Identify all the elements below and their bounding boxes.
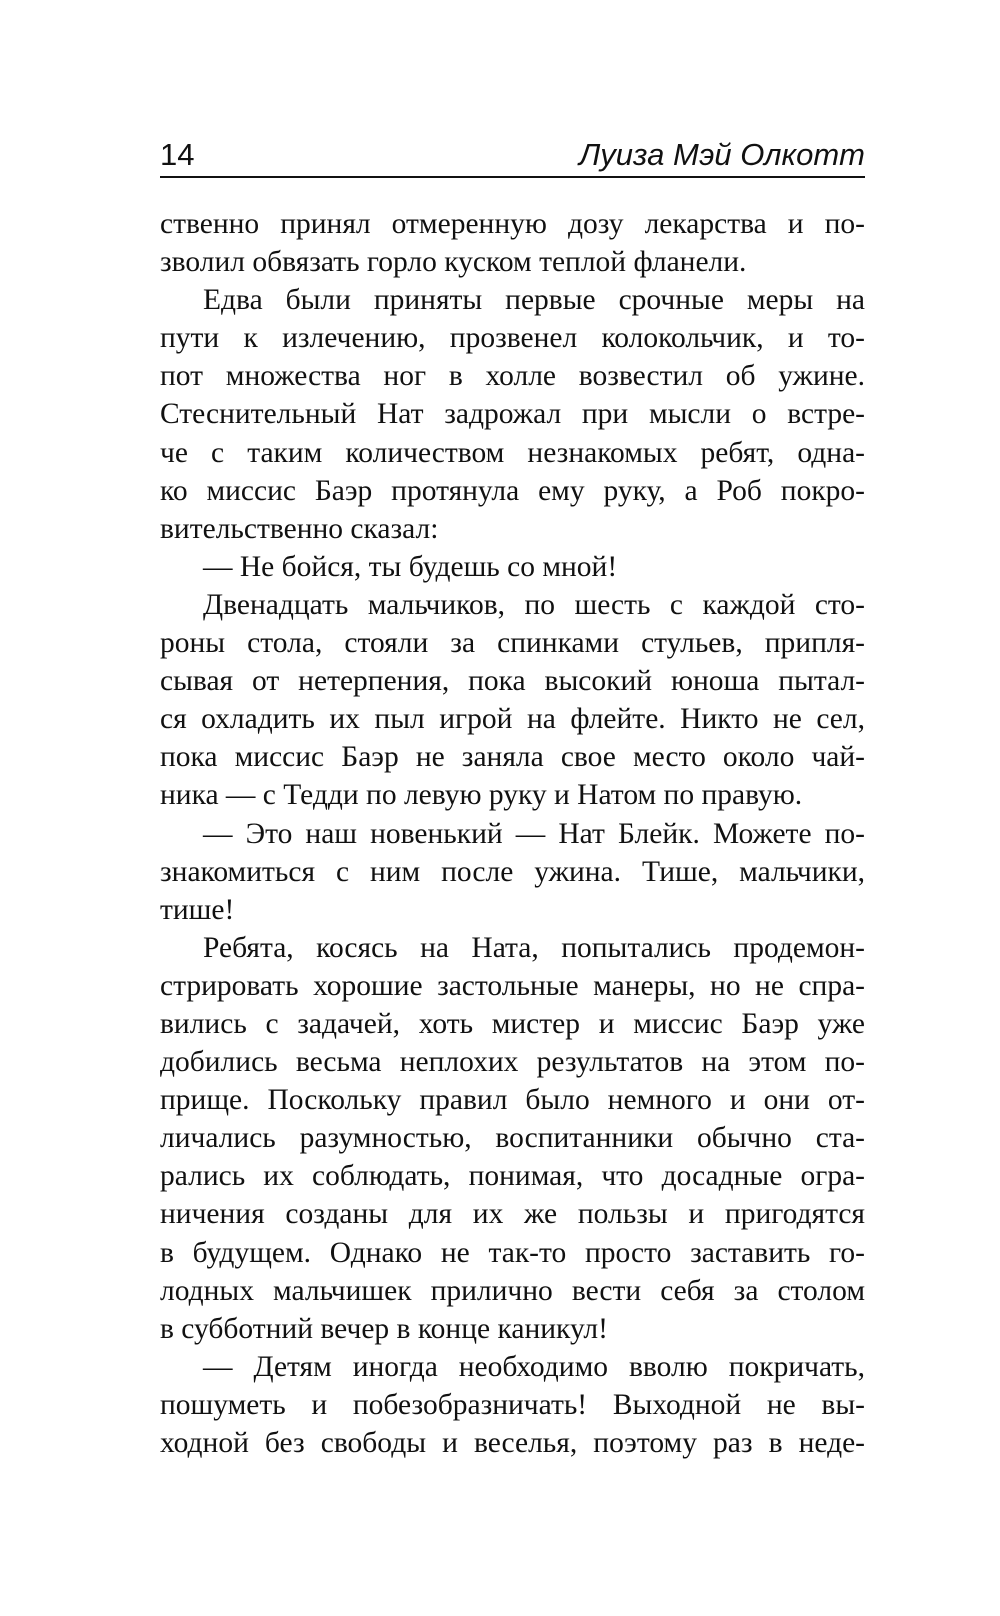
text-line: стрировать хорошие застольные манеры, но не спра-: [160, 969, 865, 1002]
text-line: пошуметь и побезобразничать! Выходной не вы-: [160, 1388, 865, 1421]
text-line: пути к излечению, прозвенел колокольчик, и то-: [160, 322, 865, 355]
text-line: в будущем. Однако не так-то просто заставить го-: [160, 1236, 865, 1269]
text-line: прище. Поскольку правил было немного и они от-: [160, 1084, 865, 1117]
text-line: — Детям иногда необходимо вволю покричать,: [203, 1350, 865, 1383]
text-line: добились весьма неплохих результатов на этом по-: [160, 1046, 865, 1079]
text-line: пот множества ног в холле возвестил об ужине.: [160, 360, 865, 393]
text-line: сывая от нетерпения, пока высокий юноша пытал-: [160, 665, 865, 698]
text-line: ходной без свободы и веселья, поэтому раз в неде-: [160, 1427, 865, 1459]
running-header: [160, 136, 865, 178]
text-line: знакомиться с ним после ужина. Тише, мальчики,: [160, 855, 865, 888]
text-line: ственно принял отмеренную дозу лекарства и по-: [160, 208, 865, 240]
text-line: че с таким количеством незнакомых ребят, одна-: [160, 436, 865, 469]
text-line: роны стола, стояли за спинками стульев, припля-: [160, 627, 865, 660]
text-line: лодных мальчишек прилично вести себя за столом: [160, 1274, 865, 1307]
text-line: в субботний вечер в конце каникул!: [160, 1312, 608, 1345]
text-line: ничения созданы для их же пользы и пригодятся: [160, 1198, 865, 1231]
text-line: Ребята, косясь на Ната, попытались продемон-: [203, 931, 865, 964]
text-line: пока миссис Баэр не заняла свое место около чай-: [160, 741, 865, 774]
body-text: [160, 205, 865, 1462]
text-line: Едва были приняты первые срочные меры на: [203, 284, 865, 317]
text-line: ся охладить их пыл игрой на флейте. Никто не сел,: [160, 703, 865, 736]
book-author: Луиза Мэй Олкотт: [579, 137, 865, 172]
text-line: — Это наш новенький — Нат Блейк. Можете по-: [203, 817, 865, 850]
text-line: зволил обвязать горло куском теплой фланели.: [160, 246, 747, 279]
text-line: Стеснительный Нат задрожал при мысли о встре-: [160, 398, 865, 431]
text-line: Двенадцать мальчиков, по шесть с каждой сто-: [203, 588, 865, 621]
text-line: — Не бойся, ты будешь со мной!: [203, 550, 618, 583]
text-line: вительственно сказал:: [160, 512, 439, 545]
text-line: ко миссис Баэр протянула ему руку, а Роб покро-: [160, 474, 865, 507]
page-number: 14: [160, 137, 195, 172]
text-line: ника — с Тедди по левую руку и Натом по правую.: [160, 779, 803, 812]
text-line: рались их соблюдать, понимая, что досадные огра-: [160, 1160, 865, 1193]
text-line: тише!: [160, 893, 235, 926]
text-line: личались разумностью, воспитанники обычно ста-: [160, 1122, 865, 1155]
text-line: вились с задачей, хоть мистер и миссис Баэр уже: [160, 1007, 865, 1040]
